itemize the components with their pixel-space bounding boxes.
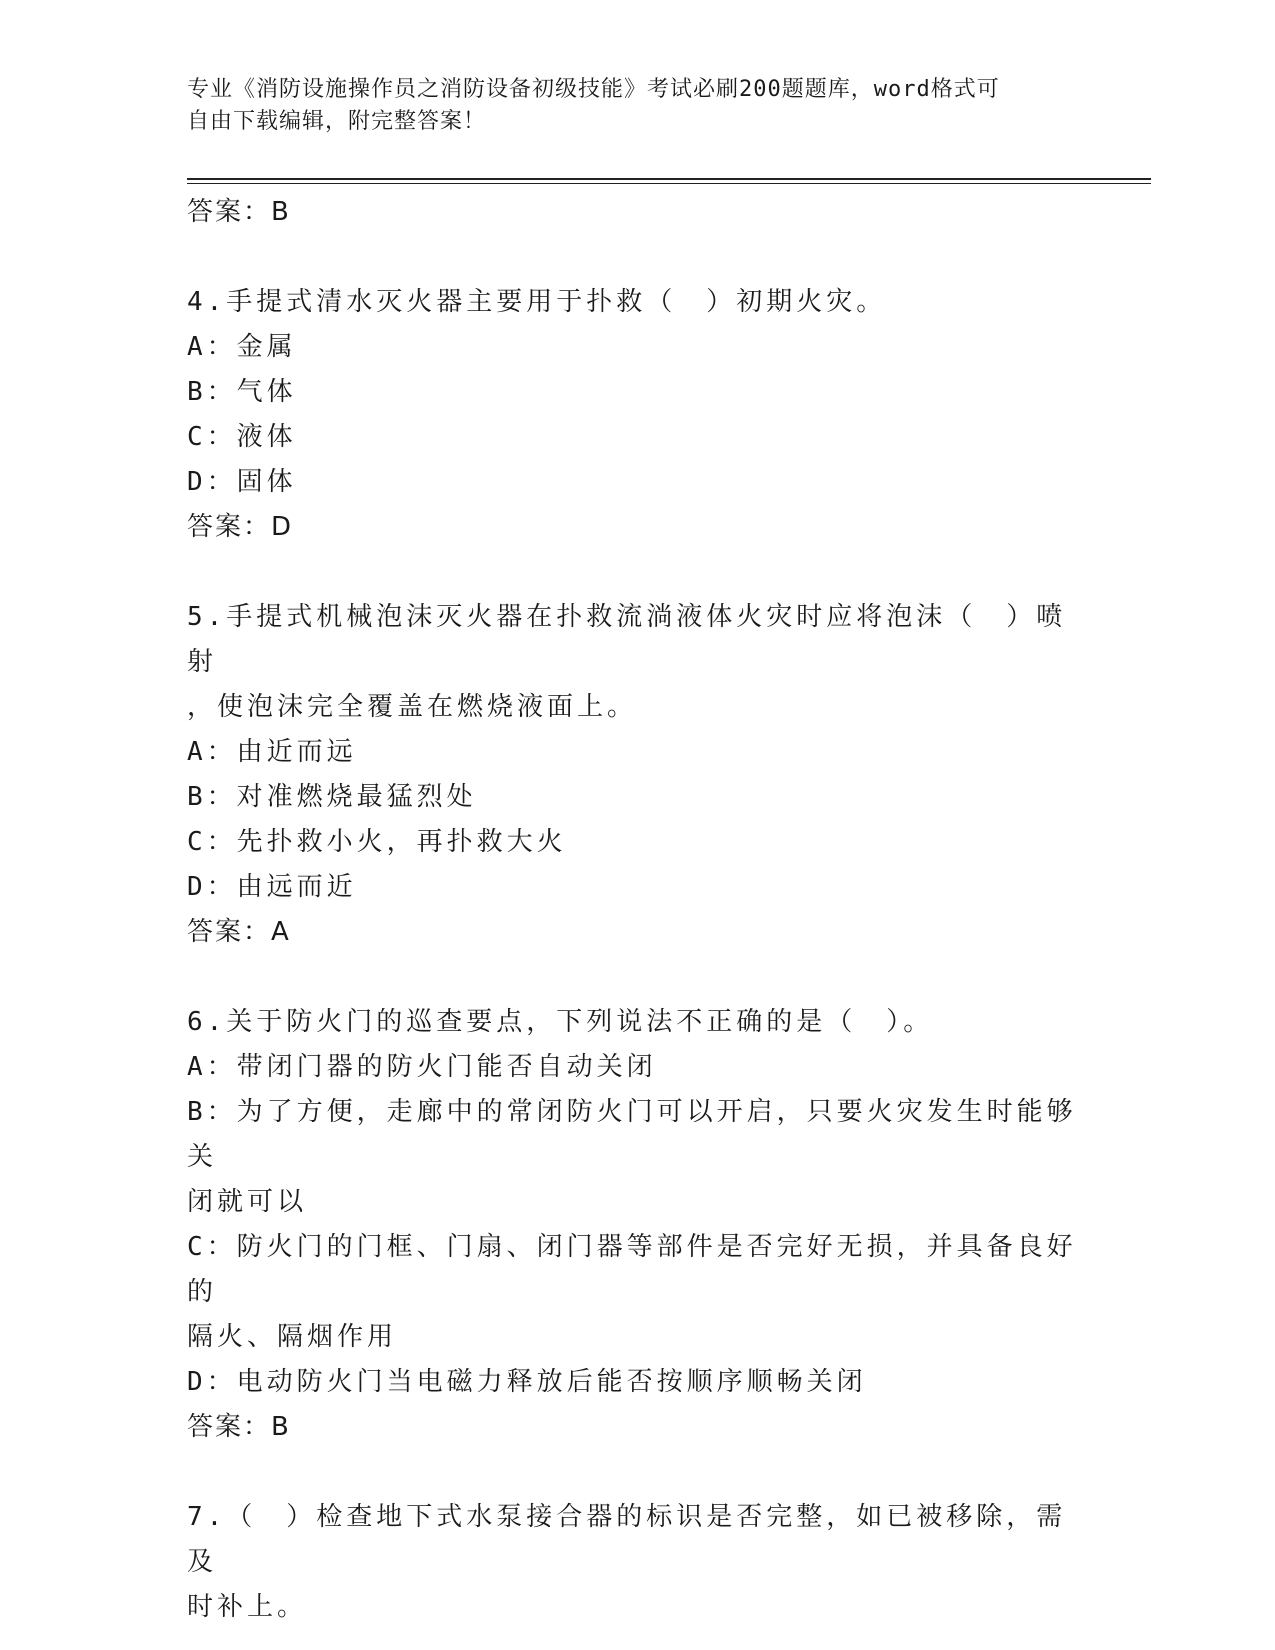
header-line-1: 专业《消防设施操作员之消防设备初级技能》考试必刷200题题库，word格式可: [187, 77, 1000, 102]
question-stem-line-1: 5.手提式机械泡沫灭火器在扑救流淌液体火灾时应将泡沫（ ）喷射: [187, 602, 1067, 677]
option-b: B：气体: [187, 377, 297, 407]
option-d: D：电动防火门当电磁力释放后能否按顺序顺畅关闭: [187, 1367, 867, 1397]
question-7: [187, 1495, 1087, 1630]
question-stem: 6.关于防火门的巡查要点，下列说法不正确的是（ ）。: [187, 1007, 934, 1037]
answer-q3: 答案：B: [187, 197, 291, 227]
option-d: D：固体: [187, 467, 297, 497]
option-a: A：由近而远: [187, 737, 357, 767]
question-6: [187, 1000, 1087, 1450]
header-divider-thin: [187, 183, 1151, 184]
option-d: D：由远而近: [187, 872, 357, 902]
answer: 答案：D: [187, 512, 294, 542]
question-stem-line-2: 时补上。: [187, 1592, 308, 1622]
option-c: C：先扑救小火，再扑救大火: [187, 827, 567, 857]
option-c: C：液体: [187, 422, 297, 452]
question-stem: 4.手提式清水灭火器主要用于扑救（ ）初期火灾。: [187, 287, 887, 317]
header-line-2: 自由下载编辑，附完整答案！: [187, 109, 487, 134]
question-stem-line-1: 7.（ ）检查地下式水泵接合器的标识是否完整，如已被移除，需及: [187, 1502, 1067, 1577]
option-b: B：对准燃烧最猛烈处: [187, 782, 477, 812]
question-stem-line-2: ，使泡沫完全覆盖在燃烧液面上。: [187, 692, 638, 722]
option-a: A：金属: [187, 332, 297, 362]
option-c-line-2: 隔火、隔烟作用: [187, 1322, 398, 1352]
answer: 答案：A: [187, 917, 291, 947]
question-5: [187, 595, 1087, 955]
option-b-line-1: B：为了方便，走廊中的常闭防火门可以开启，只要火灾发生时能够关: [187, 1097, 1077, 1172]
option-a: A：带闭门器的防火门能否自动关闭: [187, 1052, 657, 1082]
question-4: [187, 280, 1087, 550]
document-header: [187, 74, 1067, 138]
answer: 答案：B: [187, 1412, 291, 1442]
option-b-line-2: 闭就可以: [187, 1187, 308, 1217]
option-c-line-1: C：防火门的门框、门扇、闭门器等部件是否完好无损，并具备良好的: [187, 1232, 1077, 1307]
question-list: [187, 190, 1087, 1630]
header-divider-thick: [187, 178, 1151, 180]
